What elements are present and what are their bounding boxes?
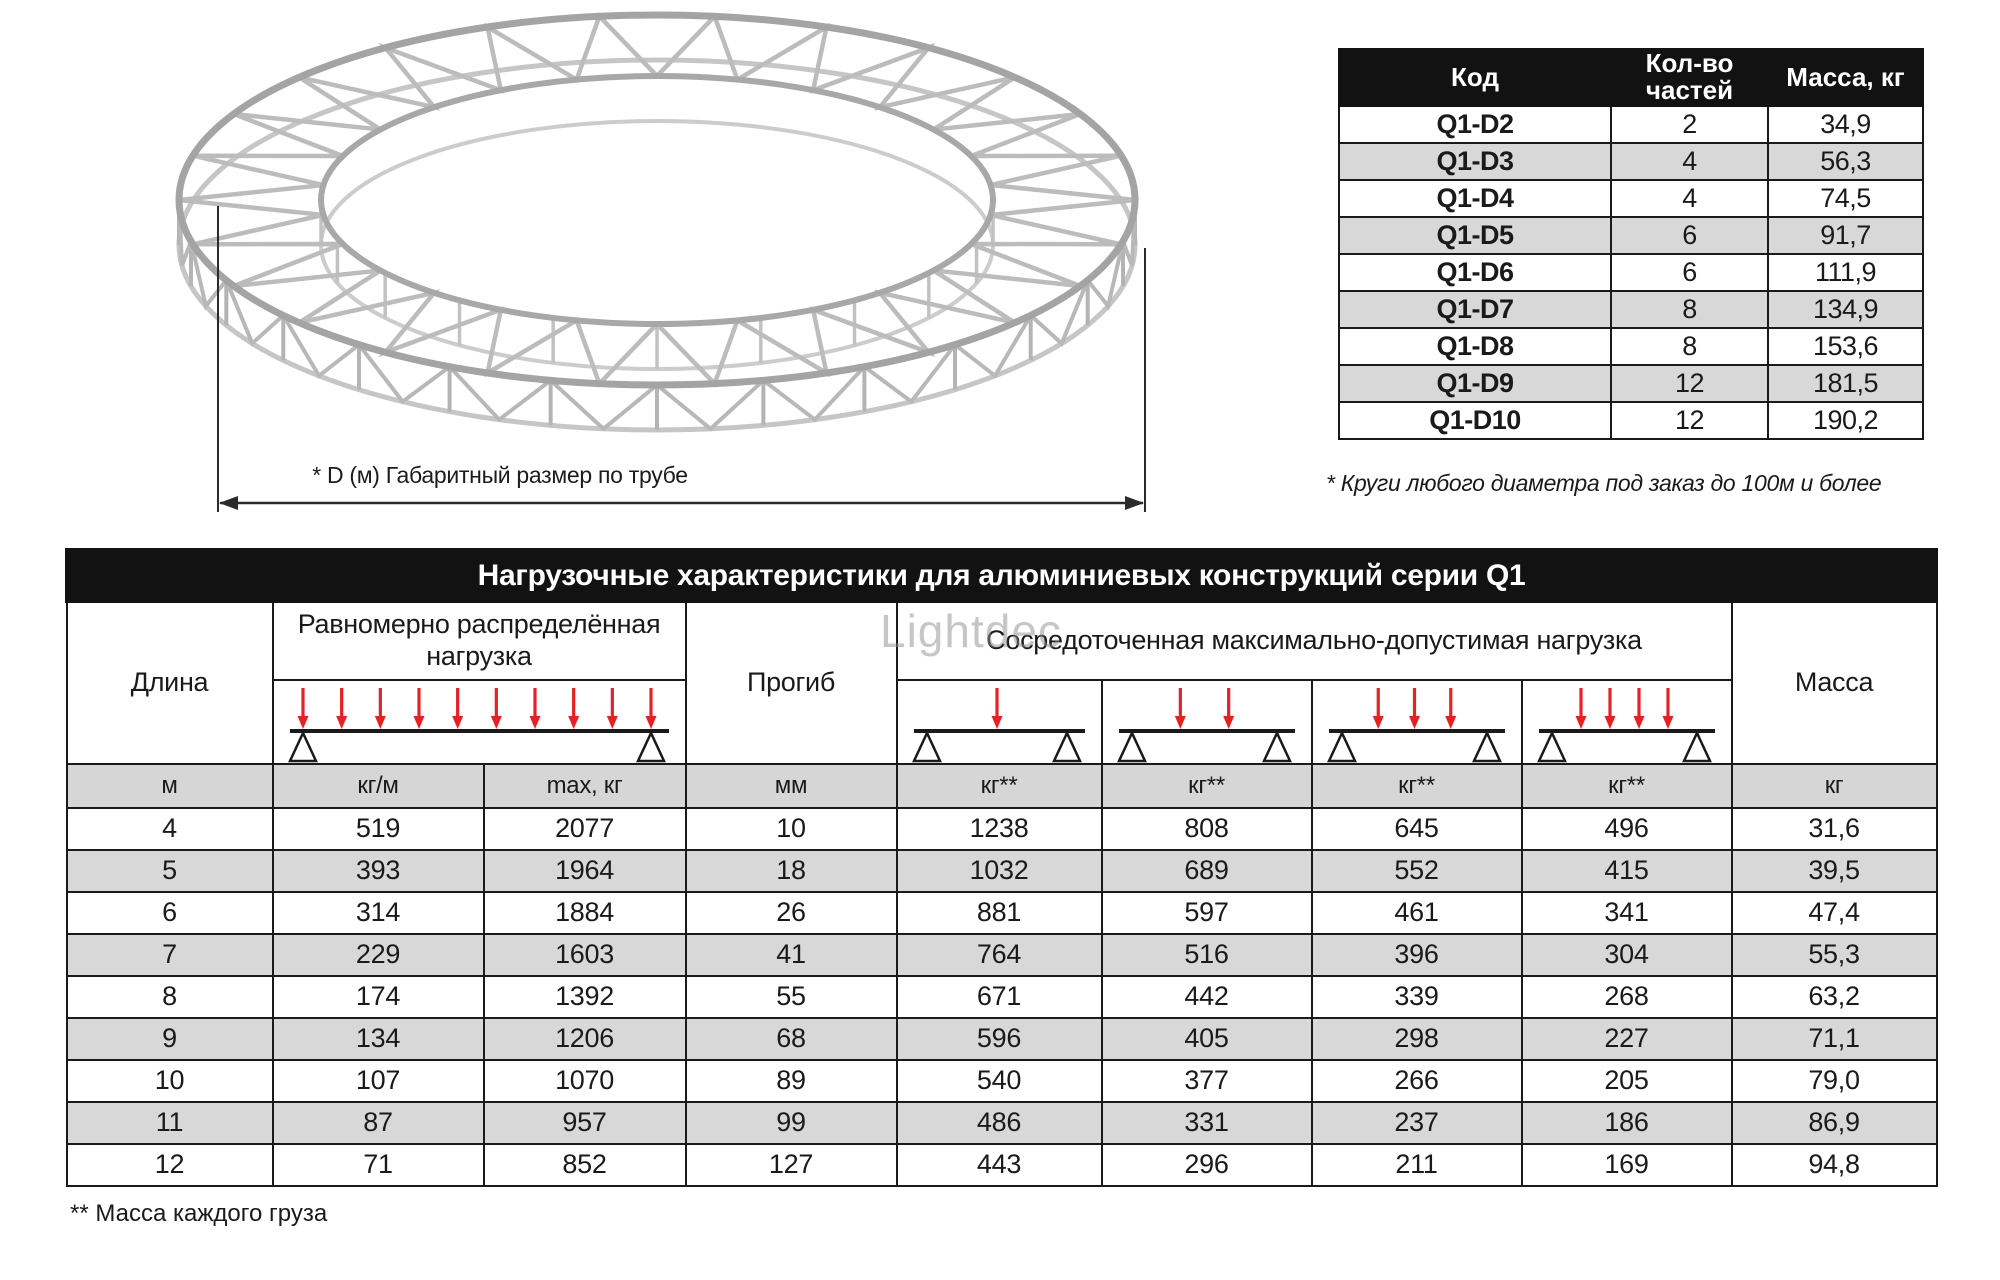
col-deflection: Прогиб <box>686 602 897 764</box>
parts-cell-mass: 111,9 <box>1768 254 1923 291</box>
parts-cell-parts: 8 <box>1611 291 1768 328</box>
load-table-row <box>67 1018 1937 1060</box>
parts-cell-code: Q1-D4 <box>1339 180 1611 217</box>
load-cell: 10 <box>686 808 897 850</box>
parts-cell-code: Q1-D7 <box>1339 291 1611 328</box>
parts-cell-parts: 8 <box>1611 328 1768 365</box>
col-mass: Масса <box>1732 602 1937 764</box>
parts-col-count: Кол-во частей <box>1611 49 1768 106</box>
parts-cell-mass: 34,9 <box>1768 106 1923 143</box>
parts-table-row <box>1339 217 1923 254</box>
load-cell: 1032 <box>897 850 1102 892</box>
load-cell: 405 <box>1102 1018 1312 1060</box>
load-table-title: Нагрузочные характеристики для алюминиевых конструкций серии Q1 <box>67 550 1937 602</box>
unit-concentrated-4: кг** <box>1522 764 1732 808</box>
load-cell: 11 <box>67 1102 273 1144</box>
load-cell: 443 <box>897 1144 1102 1186</box>
load-cell: 229 <box>273 934 484 976</box>
point-load-2-cell <box>1102 680 1312 764</box>
parts-cell-mass: 181,5 <box>1768 365 1923 402</box>
load-cell: 41 <box>686 934 897 976</box>
load-diagram-row <box>67 680 1937 764</box>
parts-cell-mass: 190,2 <box>1768 402 1923 439</box>
load-cell: 68 <box>686 1018 897 1060</box>
load-cell: 39,5 <box>1732 850 1937 892</box>
point-load-4-cell <box>1522 680 1732 764</box>
load-cell: 1603 <box>484 934 686 976</box>
load-cell: 79,0 <box>1732 1060 1937 1102</box>
parts-table-body <box>1339 106 1923 439</box>
load-cell: 519 <box>273 808 484 850</box>
parts-table-row <box>1339 143 1923 180</box>
dimension-caption: * D (м) Габаритный размер по трубе <box>312 462 688 488</box>
load-cell: 764 <box>897 934 1102 976</box>
load-cell: 107 <box>273 1060 484 1102</box>
load-table-row <box>67 1102 1937 1144</box>
uniform-load-diagram-icon <box>274 681 685 763</box>
load-cell: 169 <box>1522 1144 1732 1186</box>
parts-cell-parts: 6 <box>1611 217 1768 254</box>
parts-table-row <box>1339 328 1923 365</box>
load-cell: 881 <box>897 892 1102 934</box>
load-cell: 7 <box>67 934 273 976</box>
load-cell: 12 <box>67 1144 273 1186</box>
load-cell: 8 <box>67 976 273 1018</box>
unit-concentrated-2: кг** <box>1102 764 1312 808</box>
point-load-4-diagram-icon <box>1523 681 1731 763</box>
load-cell: 18 <box>686 850 897 892</box>
parts-table-row <box>1339 180 1923 217</box>
load-cell: 377 <box>1102 1060 1312 1102</box>
parts-table-row <box>1339 254 1923 291</box>
load-cell: 205 <box>1522 1060 1732 1102</box>
load-cell: 393 <box>273 850 484 892</box>
load-cell: 552 <box>1312 850 1522 892</box>
load-cell: 2077 <box>484 808 686 850</box>
load-cell: 516 <box>1102 934 1312 976</box>
load-cell: 331 <box>1102 1102 1312 1144</box>
load-cell: 296 <box>1102 1144 1312 1186</box>
unit-deflection: мм <box>686 764 897 808</box>
load-cell: 63,2 <box>1732 976 1937 1018</box>
load-cell: 26 <box>686 892 897 934</box>
parts-cell-parts: 4 <box>1611 180 1768 217</box>
load-cell: 442 <box>1102 976 1312 1018</box>
parts-cell-mass: 153,6 <box>1768 328 1923 365</box>
load-cell: 540 <box>897 1060 1102 1102</box>
load-cell: 689 <box>1102 850 1312 892</box>
load-table-header-row <box>67 602 1937 680</box>
load-cell: 645 <box>1312 808 1522 850</box>
load-cell: 808 <box>1102 808 1312 850</box>
load-cell: 227 <box>1522 1018 1732 1060</box>
parts-cell-mass: 74,5 <box>1768 180 1923 217</box>
load-cell: 47,4 <box>1732 892 1937 934</box>
load-cell: 268 <box>1522 976 1732 1018</box>
parts-cell-mass: 91,7 <box>1768 217 1923 254</box>
load-table-footnote: ** Масса каждого груза <box>70 1200 328 1227</box>
load-cell: 415 <box>1522 850 1732 892</box>
unit-length: м <box>67 764 273 808</box>
watermark: Lightdec <box>880 605 1062 657</box>
parts-cell-parts: 12 <box>1611 402 1768 439</box>
load-cell: 71 <box>273 1144 484 1186</box>
parts-cell-code: Q1-D3 <box>1339 143 1611 180</box>
load-table-row <box>67 1060 1937 1102</box>
load-cell: 237 <box>1312 1102 1522 1144</box>
load-cell: 134 <box>273 1018 484 1060</box>
col-concentrated-load: Сосредоточенная максимально-допустимая нагрузка <box>897 602 1732 680</box>
parts-header-row <box>1339 49 1923 106</box>
load-table-row <box>67 808 1937 850</box>
load-cell: 298 <box>1312 1018 1522 1060</box>
parts-cell-code: Q1-D6 <box>1339 254 1611 291</box>
parts-cell-mass: 56,3 <box>1768 143 1923 180</box>
parts-cell-code: Q1-D5 <box>1339 217 1611 254</box>
col-uniform-load: Равномерно распределённая нагрузка <box>273 602 686 680</box>
load-cell: 127 <box>686 1144 897 1186</box>
parts-table-row <box>1339 365 1923 402</box>
parts-table-row <box>1339 106 1923 143</box>
load-table-body <box>67 808 1937 1186</box>
load-cell: 1070 <box>484 1060 686 1102</box>
load-table-title-row <box>67 550 1937 602</box>
parts-cell-code: Q1-D8 <box>1339 328 1611 365</box>
load-cell: 99 <box>686 1102 897 1144</box>
load-table-row <box>67 934 1937 976</box>
load-cell: 486 <box>897 1102 1102 1144</box>
parts-col-mass: Масса, кг <box>1768 49 1923 106</box>
load-table-row <box>67 892 1937 934</box>
load-cell: 957 <box>484 1102 686 1144</box>
parts-table-row <box>1339 402 1923 439</box>
parts-col-code: Код <box>1339 49 1611 106</box>
parts-cell-code: Q1-D9 <box>1339 365 1611 402</box>
point-load-3-diagram-icon <box>1313 681 1521 763</box>
parts-table <box>1338 48 1924 440</box>
load-cell: 87 <box>273 1102 484 1144</box>
load-cell: 5 <box>67 850 273 892</box>
parts-cell-parts: 2 <box>1611 106 1768 143</box>
units-row <box>67 764 1937 808</box>
point-load-3-cell <box>1312 680 1522 764</box>
load-characteristics-table <box>65 548 1938 1187</box>
unit-uniform-max: max, кг <box>484 764 686 808</box>
parts-cell-parts: 12 <box>1611 365 1768 402</box>
parts-cell-parts: 4 <box>1611 143 1768 180</box>
col-length: Длина <box>67 602 273 764</box>
load-cell: 341 <box>1522 892 1732 934</box>
unit-mass: кг <box>1732 764 1937 808</box>
load-cell: 1206 <box>484 1018 686 1060</box>
load-cell: 852 <box>484 1144 686 1186</box>
parts-cell-code: Q1-D2 <box>1339 106 1611 143</box>
load-table-row <box>67 1144 1937 1186</box>
parts-cell-parts: 6 <box>1611 254 1768 291</box>
parts-table-footnote: * Круги любого диаметра под заказ до 100м и более <box>1326 470 1882 496</box>
load-table-row <box>67 976 1937 1018</box>
circular-truss-illustration <box>150 0 1160 535</box>
load-cell: 174 <box>273 976 484 1018</box>
parts-cell-code: Q1-D10 <box>1339 402 1611 439</box>
load-cell: 1392 <box>484 976 686 1018</box>
load-cell: 6 <box>67 892 273 934</box>
load-cell: 339 <box>1312 976 1522 1018</box>
load-cell: 94,8 <box>1732 1144 1937 1186</box>
parts-table-row <box>1339 291 1923 328</box>
point-load-1-cell <box>897 680 1102 764</box>
load-cell: 266 <box>1312 1060 1522 1102</box>
load-cell: 186 <box>1522 1102 1732 1144</box>
load-cell: 55,3 <box>1732 934 1937 976</box>
load-cell: 596 <box>897 1018 1102 1060</box>
load-cell: 55 <box>686 976 897 1018</box>
load-cell: 31,6 <box>1732 808 1937 850</box>
point-load-2-diagram-icon <box>1103 681 1311 763</box>
uniform-load-diagram-cell <box>273 680 686 764</box>
unit-concentrated-1: кг** <box>897 764 1102 808</box>
load-cell: 9 <box>67 1018 273 1060</box>
load-table-row <box>67 850 1937 892</box>
load-cell: 89 <box>686 1060 897 1102</box>
unit-concentrated-3: кг** <box>1312 764 1522 808</box>
load-cell: 496 <box>1522 808 1732 850</box>
load-cell: 396 <box>1312 934 1522 976</box>
load-cell: 1884 <box>484 892 686 934</box>
load-cell: 211 <box>1312 1144 1522 1186</box>
point-load-1-diagram-icon <box>898 681 1101 763</box>
load-cell: 4 <box>67 808 273 850</box>
load-cell: 1964 <box>484 850 686 892</box>
load-cell: 1238 <box>897 808 1102 850</box>
load-cell: 671 <box>897 976 1102 1018</box>
load-cell: 71,1 <box>1732 1018 1937 1060</box>
load-cell: 10 <box>67 1060 273 1102</box>
load-cell: 461 <box>1312 892 1522 934</box>
load-cell: 86,9 <box>1732 1102 1937 1144</box>
load-cell: 314 <box>273 892 484 934</box>
load-cell: 597 <box>1102 892 1312 934</box>
load-cell: 304 <box>1522 934 1732 976</box>
parts-cell-mass: 134,9 <box>1768 291 1923 328</box>
unit-uniform-per-meter: кг/м <box>273 764 484 808</box>
